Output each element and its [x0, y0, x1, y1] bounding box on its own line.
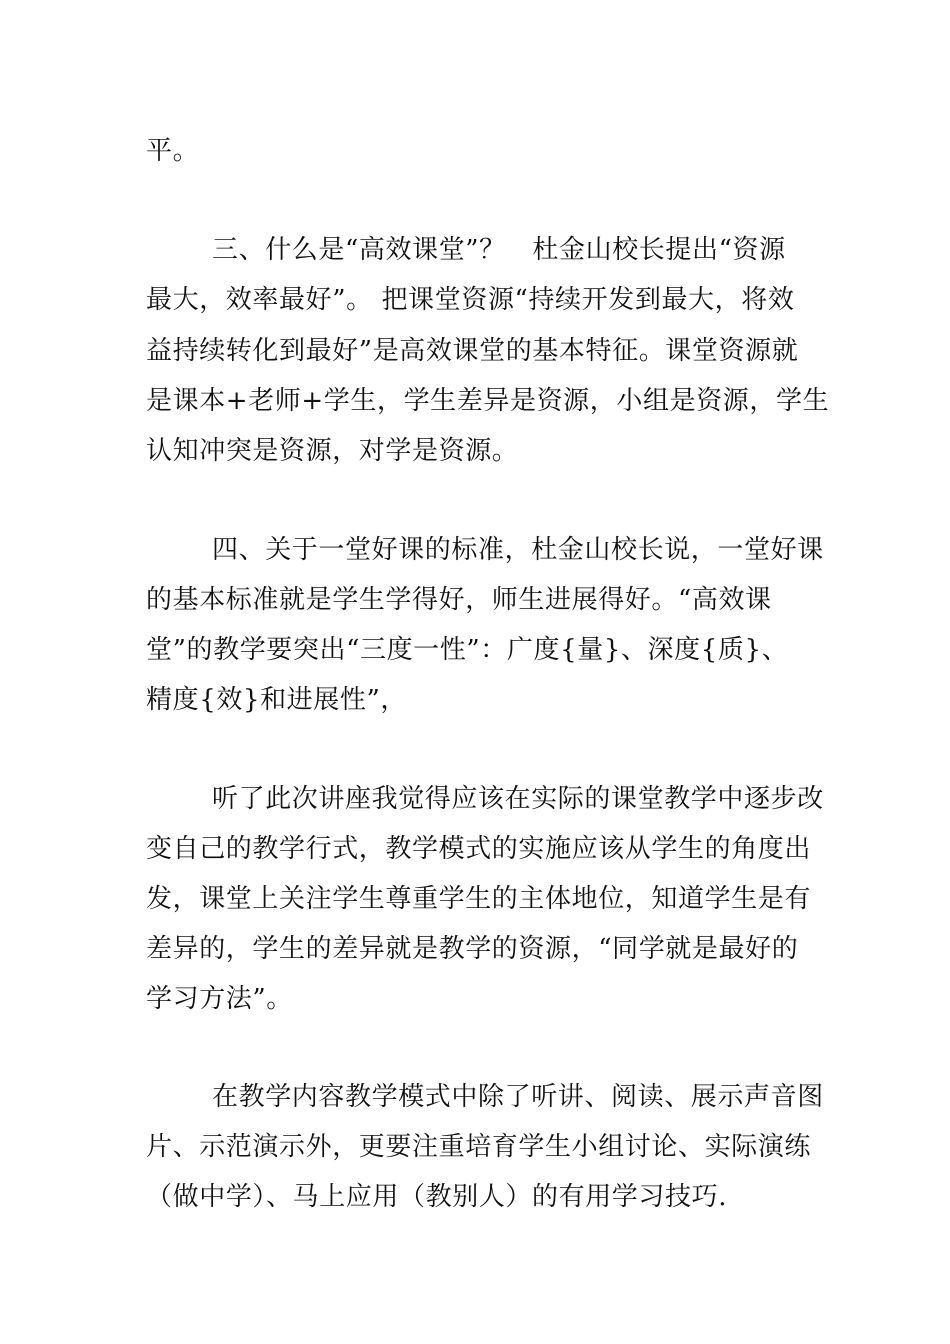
paragraph-3-line-1: 四、关于一堂好课的标准，杜金山校长说，一堂好课	[212, 535, 824, 565]
paragraph-2-line-3: 益持续转化到最好”是高效课堂的基本特征。课堂资源就	[146, 336, 799, 366]
paragraph-5-line-1: 在教学内容教学模式中除了听讲、阅读、展示声音图	[212, 1082, 824, 1112]
paragraph-3-line-3: 堂”的教学要突出“三度一性”：广度{量}、深度{质}、	[146, 635, 789, 665]
paragraph-2-line-2: 最大，效率最好”。 把课堂资源“持续开发到最大，将效	[146, 285, 795, 315]
paragraph-2-line-4: 是课本+老师+学生，学生差异是资源，小组是资源，学生	[146, 386, 830, 416]
paragraph-4-line-5: 学习方法”。	[146, 984, 293, 1014]
paragraph-4-line-2: 变自己的教学行式，教学模式的实施应该从学生的角度出	[146, 834, 812, 864]
paragraph-4-line-3: 发，课堂上关注学生尊重学生的主体地位，知道学生是有	[146, 884, 812, 914]
paragraph-2-line-1: 三、什么是“高效课堂”？ 杜金山校长提出“资源	[212, 235, 786, 265]
paragraph-2-line-5: 认知冲突是资源，对学是资源。	[146, 436, 519, 466]
paragraph-3-line-4: 精度{效}和进展性”，	[146, 685, 407, 715]
paragraph-4-line-1: 听了此次讲座我觉得应该在实际的课堂教学中逐步改	[212, 784, 824, 814]
paragraph-5-line-3: （做中学）、马上应用（教别人）的有用学习技巧.	[146, 1182, 728, 1212]
paragraph-5-line-2: 片、示范演示外，更要注重培育学生小组讨论、实际演练	[146, 1132, 812, 1162]
paragraph-3-line-2: 的基本标准就是学生学得好，师生进展得好。“高效课	[146, 585, 772, 615]
paragraph-4-line-4: 差异的，学生的差异就是教学的资源，“同学就是最好的	[146, 934, 799, 964]
paragraph-1-line-1: 平。	[146, 136, 200, 166]
